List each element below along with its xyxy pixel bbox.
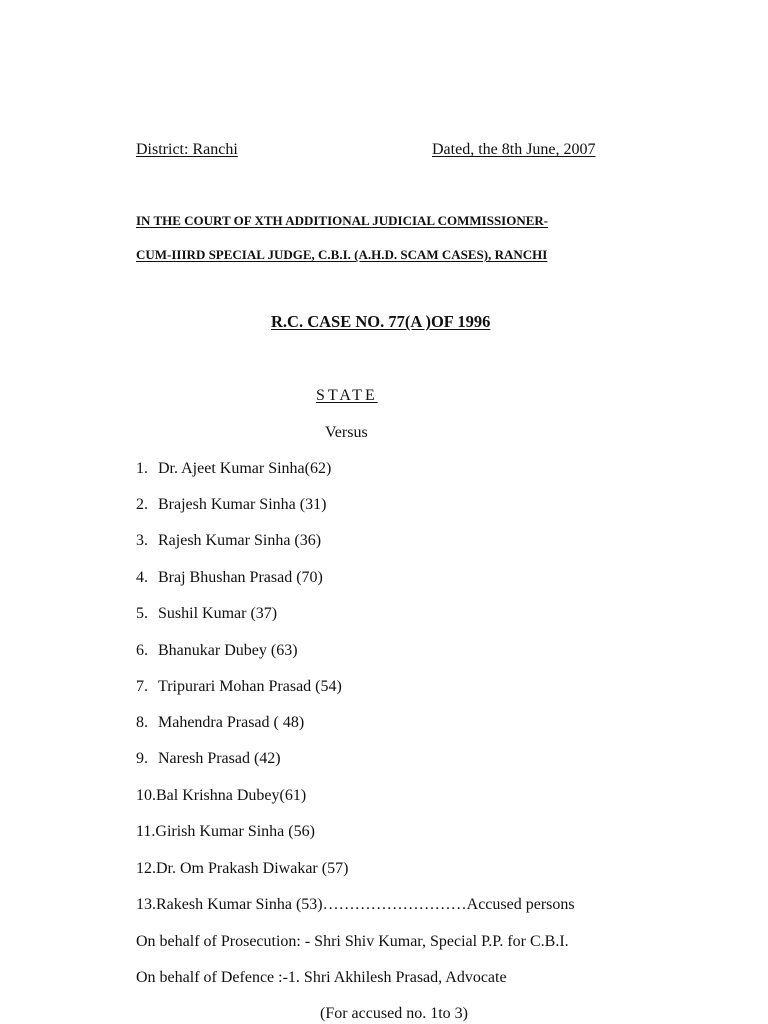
accused-item: 13.Rakesh Kumar Sinha (53)………………………Accused persons — [136, 896, 575, 913]
defence-counsel: On behalf of Defence :-1. Shri Akhilesh Prasad, Advocate — [136, 969, 507, 986]
party-state: STATE — [316, 387, 378, 404]
accused-item: 7. Tripurari Mohan Prasad (54) — [136, 678, 342, 695]
accused-item: 12.Dr. Om Prakash Diwakar (57) — [136, 860, 349, 877]
accused-item: 9. Naresh Prasad (42) — [136, 750, 281, 767]
court-heading-line-2: CUM-IIIRD SPECIAL JUDGE, C.B.I. (A.H.D. SCAM CASES), RANCHI — [136, 247, 548, 262]
accused-item: 6. Bhanukar Dubey (63) — [136, 642, 298, 659]
accused-item: 10.Bal Krishna Dubey(61) — [136, 787, 307, 804]
accused-item: 4. Braj Bhushan Prasad (70) — [136, 569, 323, 586]
versus-label: Versus — [325, 424, 368, 441]
court-heading-line-1: IN THE COURT OF XTH ADDITIONAL JUDICIAL COMMISSIONER- — [136, 213, 549, 228]
accused-item: 3. Rajesh Kumar Sinha (36) — [136, 532, 322, 549]
defence-note: (For accused no. 1to 3) — [320, 1005, 468, 1022]
accused-item: 2. Brajesh Kumar Sinha (31) — [136, 496, 327, 513]
accused-item: 11.Girish Kumar Sinha (56) — [136, 823, 315, 840]
prosecution-counsel: On behalf of Prosecution: - Shri Shiv Kumar, Special P.P. for C.B.I. — [136, 933, 569, 950]
accused-item: 8. Mahendra Prasad ( 48) — [136, 714, 305, 731]
accused-item: 1. Dr. Ajeet Kumar Sinha(62) — [136, 460, 332, 477]
case-number: R.C. CASE NO. 77(A )OF 1996 — [271, 312, 491, 331]
district-label: District: Ranchi — [136, 141, 238, 158]
accused-item: 5. Sushil Kumar (37) — [136, 605, 278, 622]
date-label: Dated, the 8th June, 2007 — [432, 141, 596, 158]
